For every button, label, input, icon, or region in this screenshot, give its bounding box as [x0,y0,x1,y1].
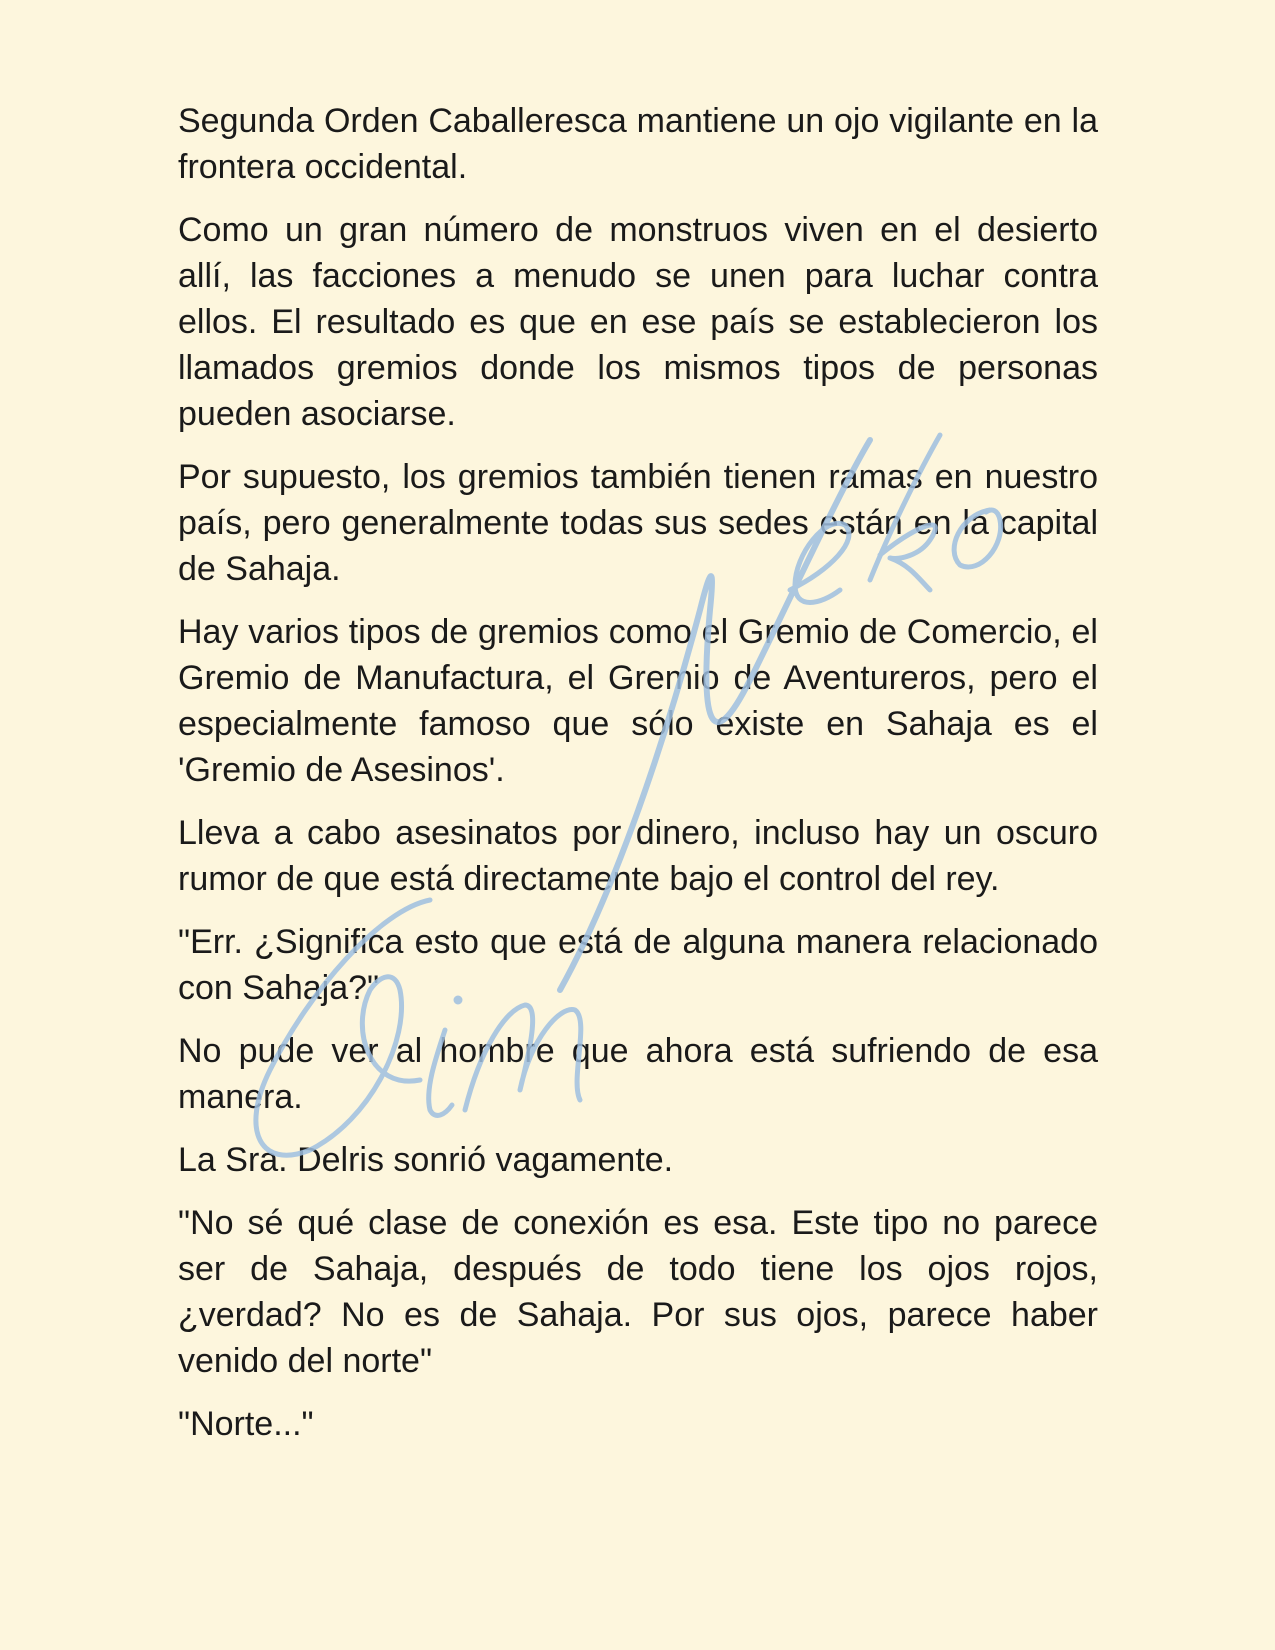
paragraph-1: Segunda Orden Caballeresca mantiene un ojo vigilante en la frontera occidental. [178,102,1098,186]
paragraph-8: La Sra. Delris sonrió vagamente. [178,1141,674,1179]
paragraph-5: Lleva a cabo asesinatos por dinero, incluso hay un oscuro rumor de que está directamente bajo el control del rey. [178,814,1098,898]
paragraph-6: "Err. ¿Significa esto que está de alguna manera relacionado con Sahaja?" [178,923,1098,1007]
body-text [178,98,1098,1464]
paragraph-3: Por supuesto, los gremios también tienen ramas en nuestro país, pero generalmente todas sus sedes están en la capital de Sahaja. [178,458,1098,588]
paragraph-4: Hay varios tipos de gremios como el Gremio de Comercio, el Gremio de Manufactura, el Gremio de Aventureros, pero el especialmente famoso que sólo existe en Sahaja es el 'Gremio de Asesinos'. [178,613,1098,789]
paragraph-10: "Norte..." [178,1405,314,1443]
paragraph-2: Como un gran número de monstruos viven en el desierto allí, las facciones a menudo se unen para luchar contra ellos. El resultado es que en ese país se establecieron los llamados gremios donde los mismos tipos de personas pueden asociarse. [178,211,1098,433]
paragraph-9: "No sé qué clase de conexión es esa. Este tipo no parece ser de Sahaja, después de todo tiene los ojos rojos, ¿verdad? No es de Sahaja. Por sus ojos, parece haber venido del norte" [178,1204,1098,1380]
paragraph-7: No pude ver al hombre que ahora está sufriendo de esa manera. [178,1032,1098,1116]
